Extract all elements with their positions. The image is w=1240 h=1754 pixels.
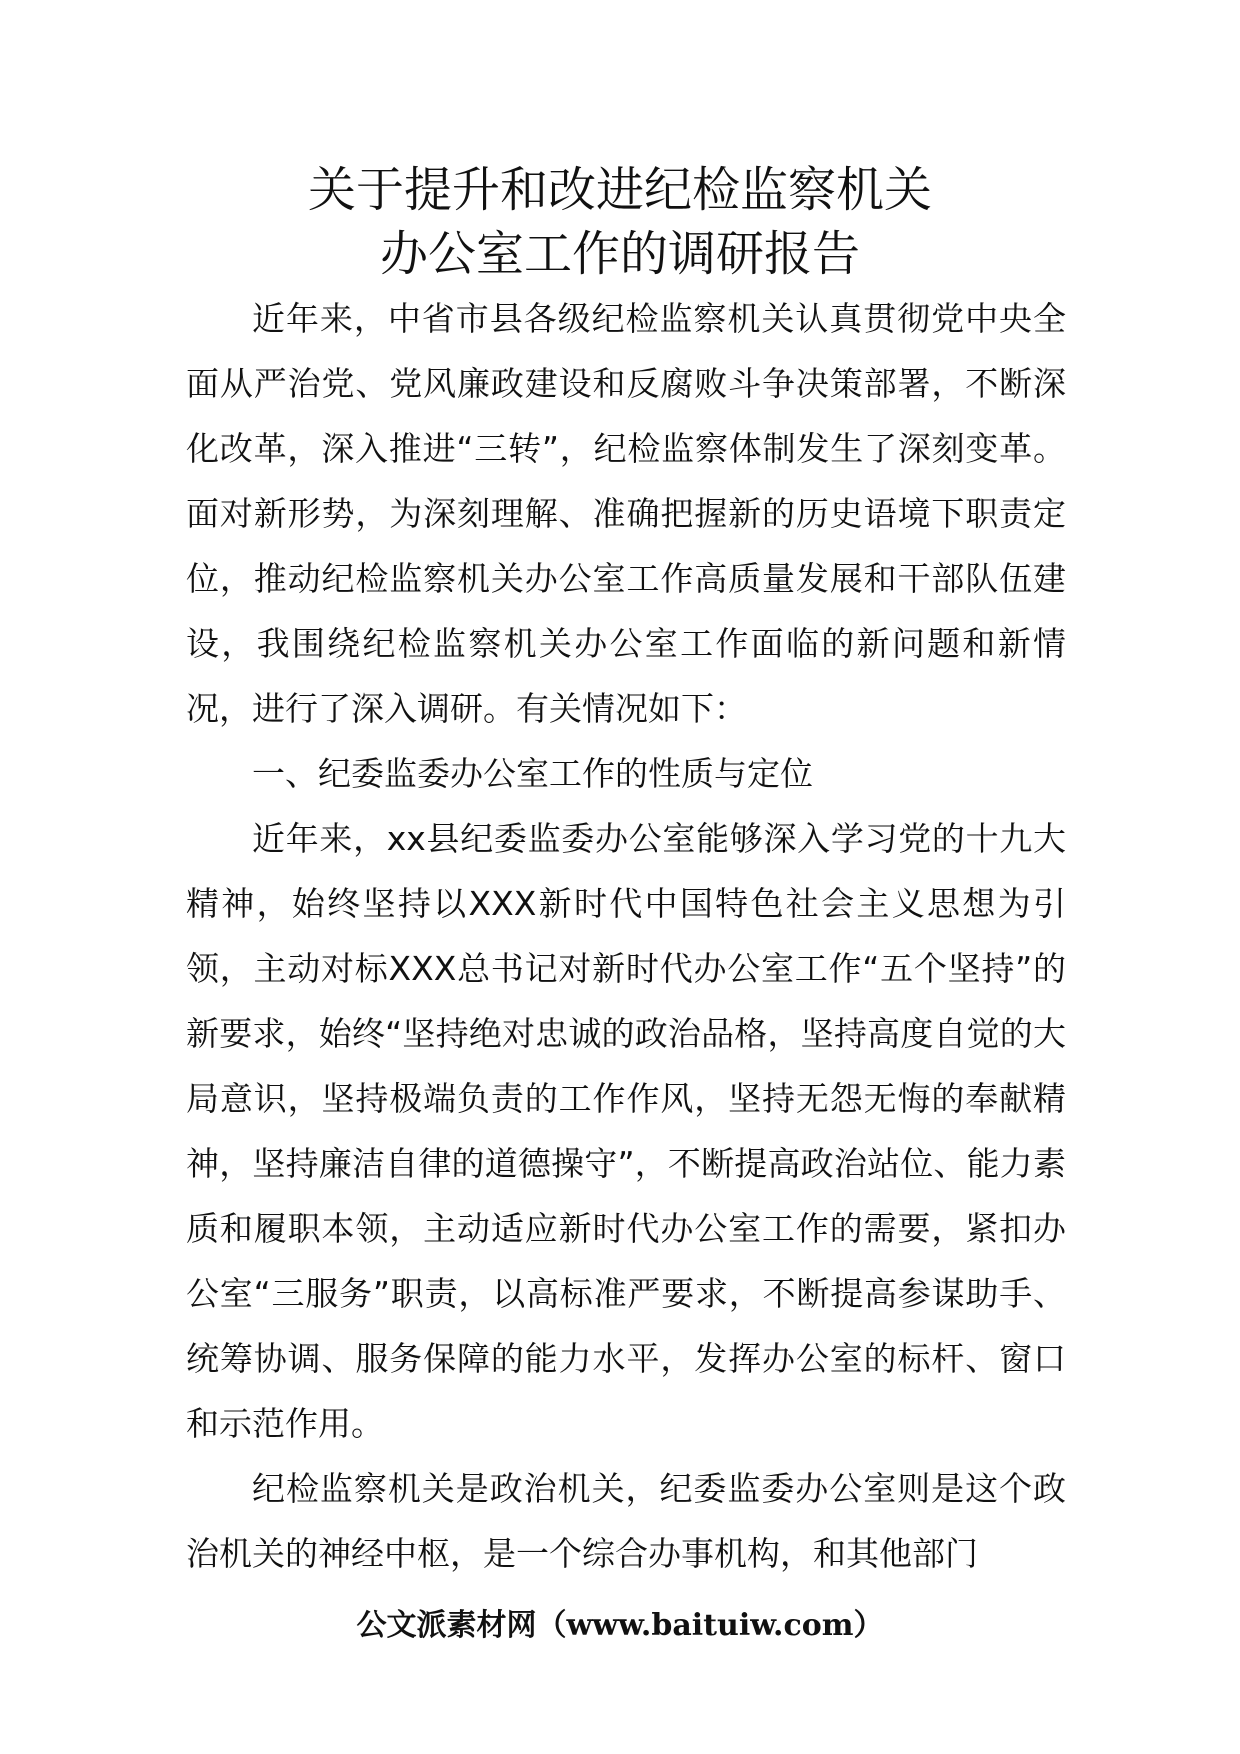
- section-heading-1: 一、纪委监委办公室工作的性质与定位: [252, 754, 813, 793]
- document-title-line2: 办公室工作的调研报告: [379, 226, 860, 282]
- document-body: [186, 286, 1066, 1586]
- paragraph-section-1-continued: 纪检监察机关是政治机关，纪委监委办公室则是这个政治机关的神经中枢，是一个综合办事机构，和其他部门: [186, 1469, 1066, 1573]
- footer-watermark: 公文派素材网（www.baituiw.com）: [356, 1608, 884, 1643]
- paragraph-intro: 近年来，中省市县各级纪检监察机关认真贯彻党中央全面从严治党、党风廉政建设和反腐败斗争决策部署，不断深化改革，深入推进“三转”，纪检监察体制发生了深刻变革。面对新形势，为深刻理解、准确把握新的历史语境下职责定位，推动纪检监察机关办公室工作高质量发展和干部队伍建设，我围绕纪检监察机关办公室工作面临的新问题和新情况，进行了深入调研。有关情况如下：: [186, 299, 1066, 728]
- paragraph-section-1: 近年来，xx县纪委监委办公室能够深入学习党的十九大精神，始终坚持以XXX新时代中国特色社会主义思想为引领，主动对标XXX总书记对新时代办公室工作“五个坚持”的新要求，始终“坚持绝对忠诚的政治品格，坚持高度自觉的大局意识，坚持极端负责的工作作风，坚持无怨无悔的奉献精神，坚持廉洁自律的道德操守”，不断提高政治站位、能力素质和履职本领，主动适应新时代办公室工作的需要，紧扣办公室“三服务”职责，以高标准严要求，不断提高参谋助手、统筹协调、服务保障的能力水平，发挥办公室的标杆、窗口和示范作用。: [186, 819, 1066, 1443]
- document-title-line1: 关于提升和改进纪检监察机关: [307, 162, 932, 218]
